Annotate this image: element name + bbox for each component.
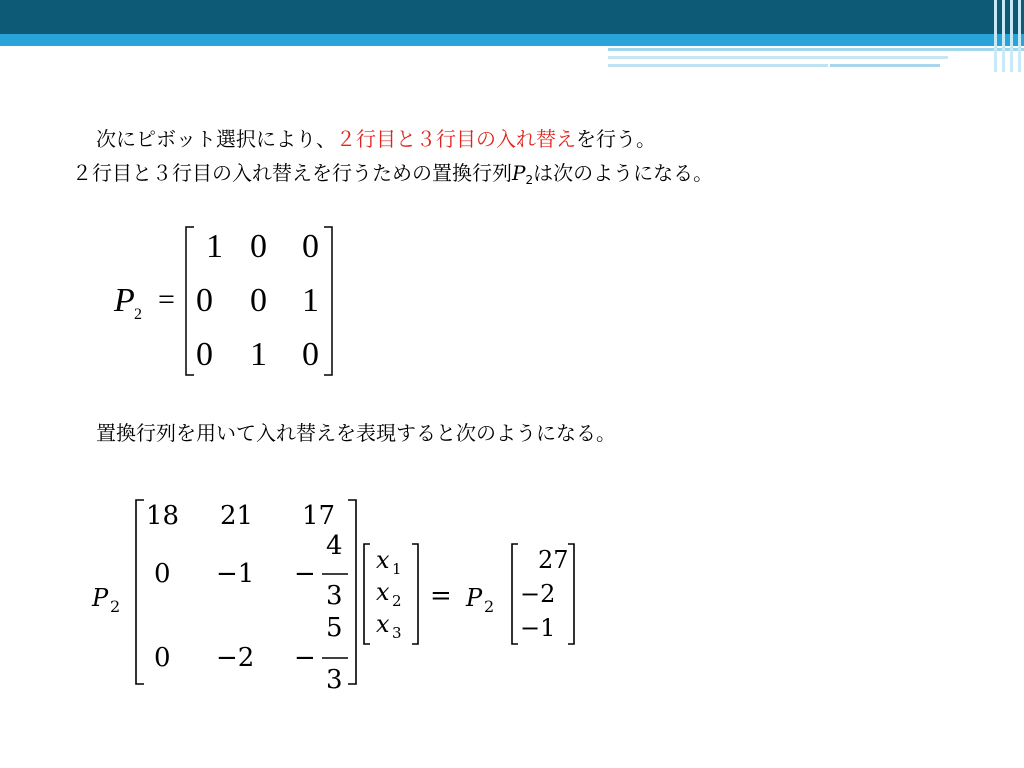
decorative-line [830, 64, 940, 67]
line1-highlight: ２行目と３行目の入れ替え [336, 127, 576, 151]
line1-after: を行う。 [576, 127, 656, 151]
matrix-cell: 1 [302, 282, 319, 319]
matrix-cell: 0 [250, 228, 267, 265]
vector-x-var: x [376, 546, 390, 574]
matrix-cell: 1 [250, 336, 267, 373]
line2-sub: 2 [525, 173, 534, 187]
equals-sign: = [158, 283, 175, 316]
line2-before: ２行目と３行目の入れ替えを行うための置換行列 [72, 161, 512, 185]
matrix-cell: 1 [206, 228, 223, 265]
decorative-line [608, 64, 828, 67]
matrix-a-right-bracket [348, 500, 356, 684]
vector-x-sub: 2 [392, 592, 402, 610]
vector-x-var: x [376, 578, 390, 606]
line2-after: は次のようになる。 [533, 161, 714, 185]
vector-x-left-bracket [364, 544, 370, 644]
lhs-label: P [92, 584, 109, 612]
text-line-2 [72, 160, 713, 193]
matrix-cell: 0 [302, 336, 319, 373]
header-bar [0, 0, 1024, 34]
matrix-a-sign: − [294, 559, 316, 589]
vector-x-var: x [376, 610, 390, 638]
vector-b-right-bracket [568, 544, 574, 644]
text-line-3: 置換行列を用いて入れ替えを表現すると次のようになる。 [96, 421, 616, 445]
equals-sign: = [430, 581, 452, 611]
matrix-label-sub: 2 [134, 306, 142, 323]
fraction-denominator: 3 [326, 665, 343, 695]
matrix-a-cell: 18 [146, 501, 180, 531]
line2-var: P [512, 161, 526, 185]
vector-x-sub: 3 [392, 624, 402, 642]
right-bracket [324, 227, 332, 375]
vector-x-right-bracket [412, 544, 418, 644]
matrix-a-left-bracket [136, 500, 144, 684]
matrix-cell: 0 [196, 336, 213, 373]
lhs-sub: 2 [110, 597, 121, 616]
matrix-a-cell: −2 [216, 643, 255, 673]
matrix-a-cell: 17 [302, 501, 336, 531]
permutation-matrix [100, 215, 350, 385]
matrix-cell: 0 [302, 228, 319, 265]
left-bracket [186, 227, 194, 375]
vector-x-sub: 1 [392, 560, 402, 578]
rhs-label: P [466, 584, 483, 612]
matrix-cell: 0 [196, 282, 213, 319]
matrix-a-cell: 0 [154, 643, 171, 673]
decorative-line [608, 48, 1024, 51]
matrix-a-cell: 21 [220, 501, 254, 531]
fraction-denominator: 3 [326, 581, 343, 611]
text-line-1 [96, 126, 656, 152]
vector-b-cell: −2 [520, 580, 556, 608]
matrix-a-cell: −1 [216, 559, 255, 589]
matrix-a-cell: 0 [154, 559, 171, 589]
decorative-stripes [990, 0, 1024, 72]
vector-b-left-bracket [512, 544, 518, 644]
decorative-line [608, 56, 948, 59]
fraction-numerator: 5 [326, 613, 343, 643]
matrix-equation [86, 490, 606, 700]
line1-before: 次にピボット選択により、 [96, 127, 336, 151]
matrix-cell: 0 [250, 282, 267, 319]
matrix-label: P [114, 282, 135, 319]
matrix-a-sign: − [294, 643, 316, 673]
vector-b-cell: 27 [538, 546, 569, 574]
vector-b-cell: −1 [520, 614, 556, 642]
header-accent-bar [0, 34, 1024, 46]
rhs-sub: 2 [484, 597, 495, 616]
fraction-numerator: 4 [326, 531, 343, 561]
